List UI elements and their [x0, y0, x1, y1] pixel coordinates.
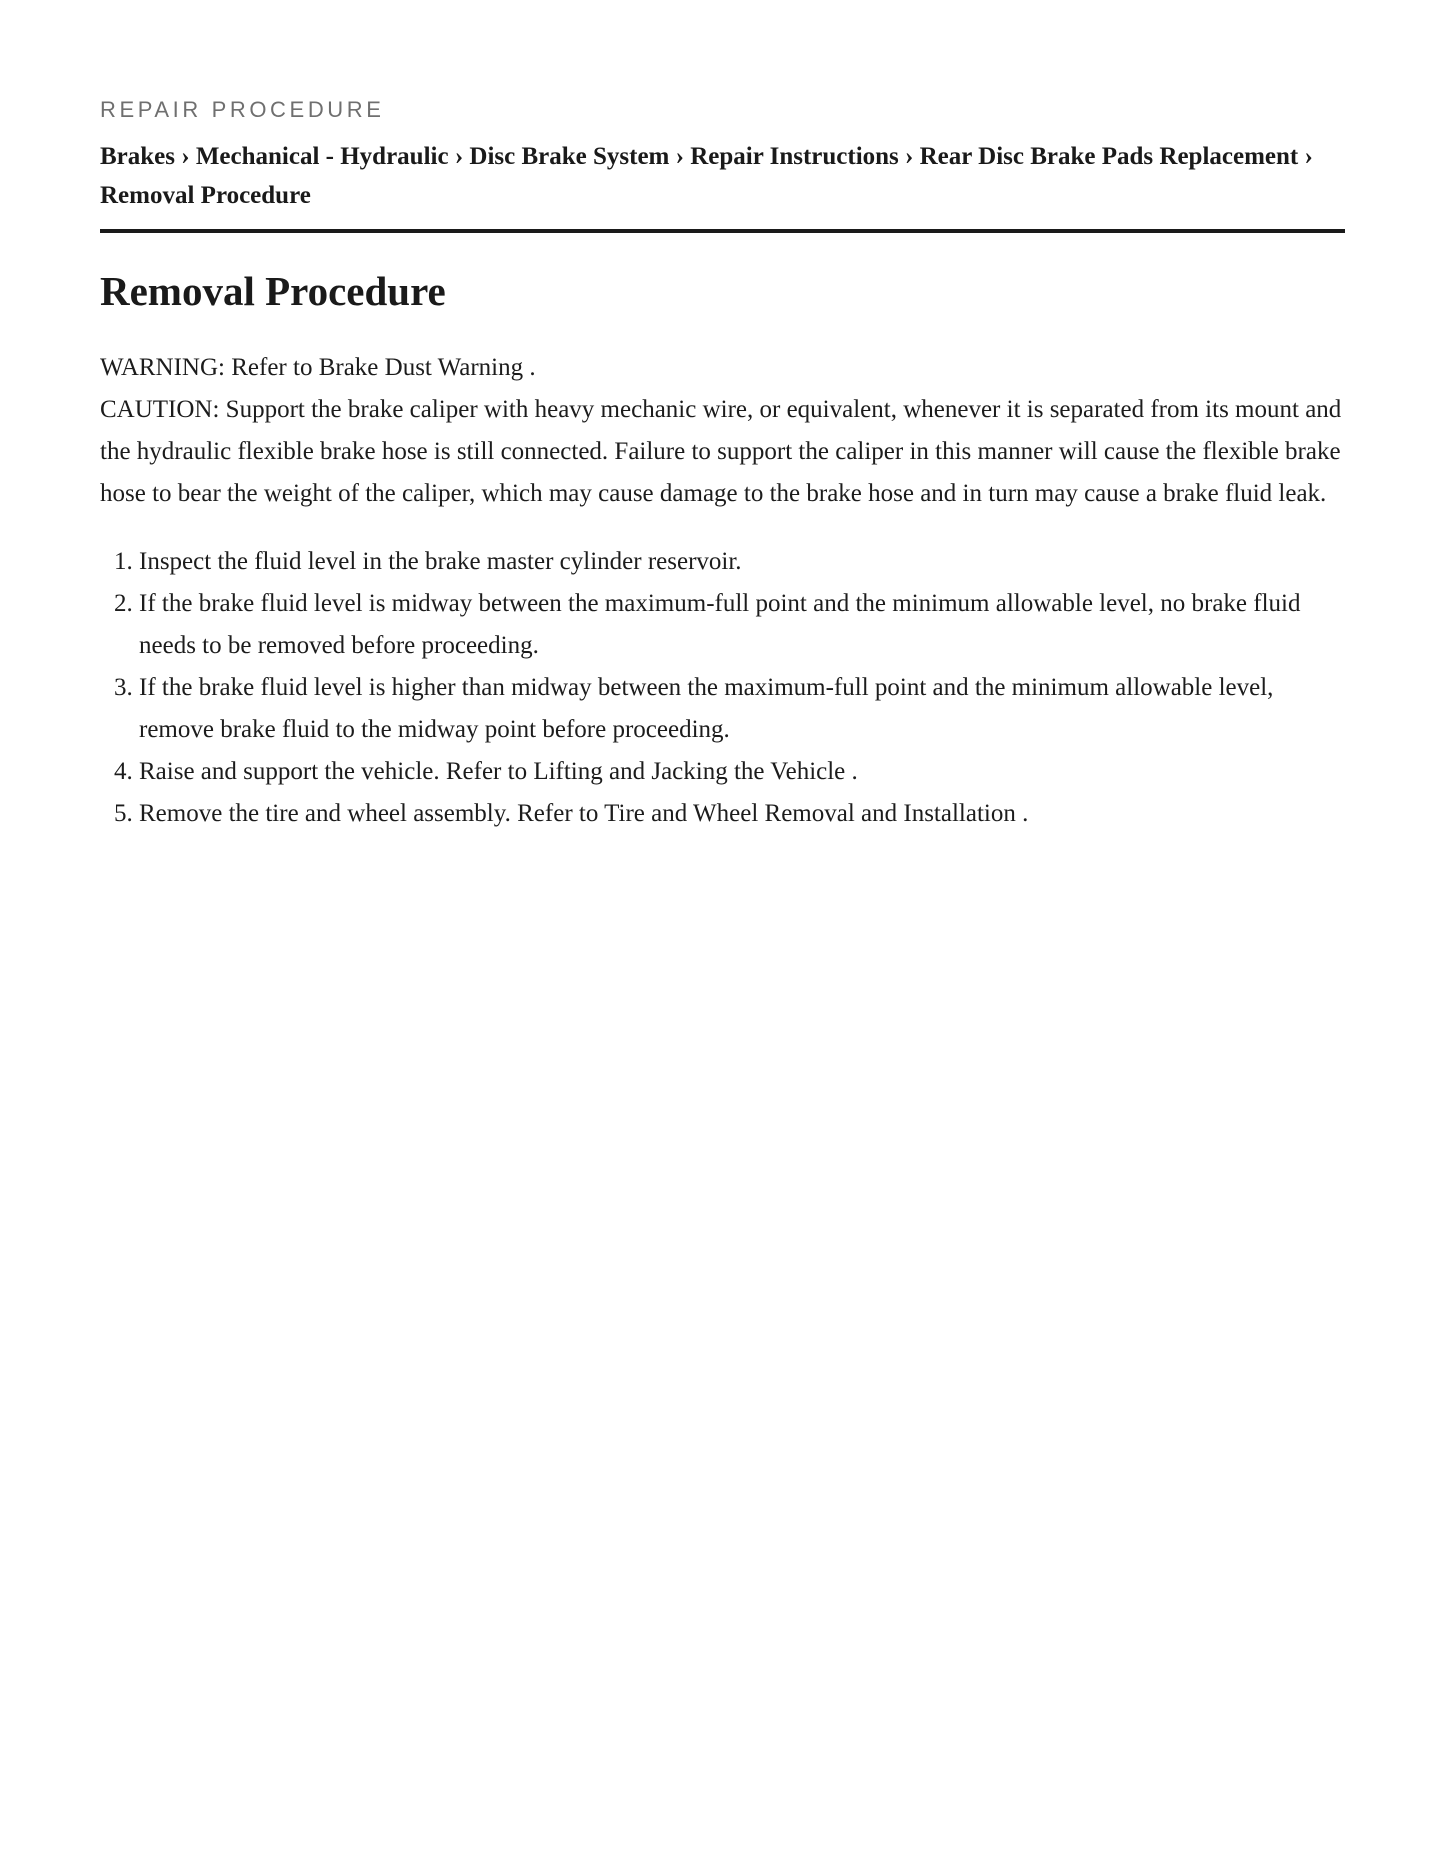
warning-notice: WARNING: Refer to Brake Dust Warning .: [100, 354, 536, 381]
breadcrumb: Brakes › Mechanical - Hydraulic › Disc Brake System › Repair Instructions › Rear Disc Brake Pads Replacement › Removal Procedure: [100, 143, 1313, 209]
procedure-step: 1. Inspect the fluid level in the brake master cylinder reservoir.: [139, 541, 1345, 583]
procedure-step: 4. Raise and support the vehicle. Refer to Lifting and Jacking the Vehicle .: [139, 751, 1345, 793]
procedure-step: 2. If the brake fluid level is midway between the maximum-full point and the minimum allowable level, no brake fluid needs to be removed before proceeding.: [139, 583, 1345, 667]
document-page: [100, 0, 1345, 835]
procedure-step: 5. Remove the tire and wheel assembly. Refer to Tire and Wheel Removal and Installation .: [139, 793, 1345, 835]
page-title: Removal Procedure: [100, 268, 446, 314]
section-kicker: REPAIR PROCEDURE: [100, 97, 385, 122]
procedure-steps: [100, 541, 1345, 835]
procedure-step: 3. If the brake fluid level is higher than midway between the maximum-full point and the minimum allowable level, remove brake fluid to the midway point before proceeding.: [139, 667, 1345, 751]
header-divider: [100, 229, 1345, 233]
caution-notice: CAUTION: Support the brake caliper with heavy mechanic wire, or equivalent, whenever it is separated from its mount and the hydraulic flexible brake hose is still connected. Failure to support the caliper in this manner will cause the flexible brake hose to bear the weight of the caliper, which may cause damage to the brake hose and in turn may cause a brake fluid leak.: [100, 396, 1342, 507]
